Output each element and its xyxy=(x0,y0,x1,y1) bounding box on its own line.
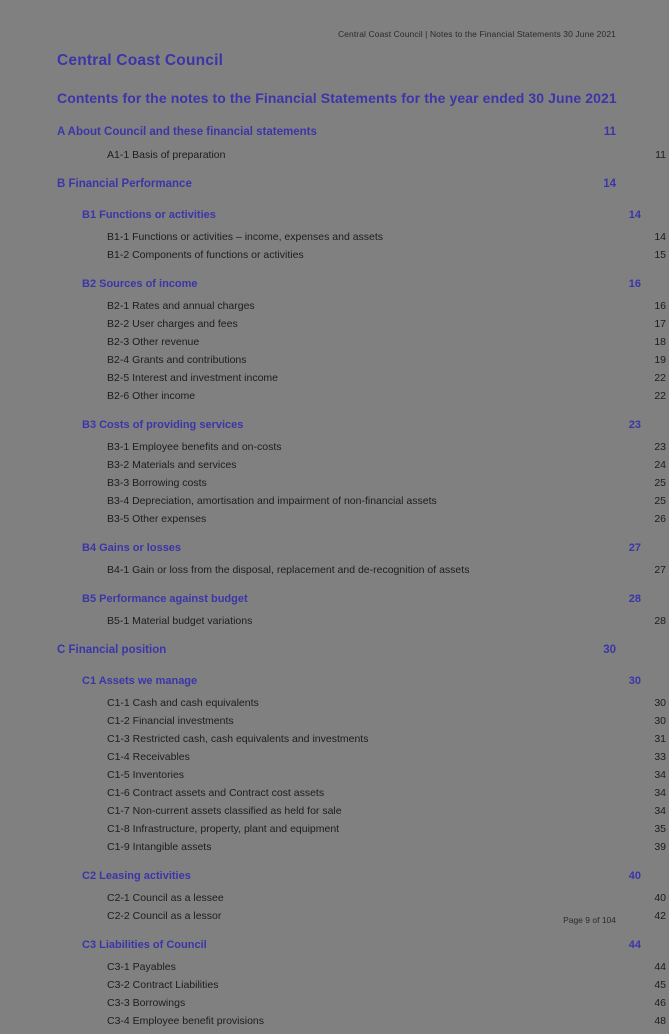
toc-entry-label: C1-8 Infrastructure, property, plant and equipment xyxy=(107,823,340,835)
toc-entry-page: 44 xyxy=(628,939,641,951)
toc-entry-label: C1-9 Intangible assets xyxy=(107,841,212,853)
toc-entry-page: 35 xyxy=(654,823,666,835)
toc-entry-label: B3 Costs of providing services xyxy=(82,419,244,431)
toc-entry-page: 25 xyxy=(654,495,666,507)
toc-entry-page: 48 xyxy=(654,1015,666,1027)
toc-entry[interactable] xyxy=(57,420,641,442)
toc-entry-label: B5-1 Material budget variations xyxy=(107,615,253,627)
toc-entry[interactable] xyxy=(57,232,666,250)
toc-entry-page: 28 xyxy=(628,593,641,605)
toc-entry[interactable] xyxy=(57,645,616,668)
toc-entry-label: C2-2 Council as a lessor xyxy=(107,910,222,922)
toc-entry[interactable] xyxy=(57,806,666,824)
toc-entry-label: C Financial position xyxy=(57,644,167,656)
toc-entry-label: B2-3 Other revenue xyxy=(107,336,200,348)
toc-entry[interactable] xyxy=(57,355,666,373)
toc-entry-label: B3-4 Depreciation, amortisation and impairment of non-financial assets xyxy=(107,495,437,507)
toc-entry-page: 30 xyxy=(654,697,666,709)
toc-entry-page: 11 xyxy=(655,149,666,161)
toc-entry-label: B1-2 Components of functions or activities xyxy=(107,249,304,261)
toc-entry-page: 30 xyxy=(654,715,666,727)
toc-entry-page: 34 xyxy=(654,787,666,799)
toc-entry-label: C1-6 Contract assets and Contract cost assets xyxy=(107,787,325,799)
toc-entry-label: B5 Performance against budget xyxy=(82,593,248,605)
toc-entry[interactable] xyxy=(57,1016,666,1034)
toc-entry[interactable] xyxy=(57,150,666,168)
toc-entry-label: A About Council and these financial statements xyxy=(57,126,317,138)
toc-entry-page: 14 xyxy=(654,231,666,243)
toc-entry-page: 46 xyxy=(654,997,666,1009)
toc-entry[interactable] xyxy=(57,496,666,514)
running-header: Central Coast Council | Notes to the Financial Statements 30 June 2021 xyxy=(337,29,616,39)
toc-entry[interactable] xyxy=(57,788,666,806)
toc-entry-label: C3-2 Contract Liabilities xyxy=(107,979,219,991)
toc-entry-label: C3-1 Payables xyxy=(107,961,176,973)
toc-entry[interactable] xyxy=(57,543,641,565)
toc-entry-label: C1-1 Cash and cash equivalents xyxy=(107,697,259,709)
toc-entry[interactable] xyxy=(57,698,666,716)
toc-entry[interactable] xyxy=(57,616,666,634)
toc-entry[interactable] xyxy=(57,594,641,616)
toc-entry-page: 40 xyxy=(628,870,641,882)
toc-entry-page: 42 xyxy=(654,910,666,922)
toc-entry-page: 39 xyxy=(654,841,666,853)
toc-entry[interactable] xyxy=(57,940,641,962)
toc-entry-page: 25 xyxy=(654,477,666,489)
toc-entry-page: 14 xyxy=(628,209,641,221)
toc-entry[interactable] xyxy=(57,460,666,478)
toc-entry-page: 17 xyxy=(654,318,666,330)
footer-page-number: Page 9 of 104 xyxy=(563,915,616,925)
toc-entry[interactable] xyxy=(57,478,666,496)
toc-entry-page: 23 xyxy=(654,441,666,453)
toc-entry-label: B2-1 Rates and annual charges xyxy=(107,300,255,312)
toc-entry-label: C1 Assets we manage xyxy=(82,675,198,687)
toc-entry[interactable] xyxy=(57,565,666,583)
toc-entry-label: B3-3 Borrowing costs xyxy=(107,477,207,489)
toc-entry-page: 34 xyxy=(654,769,666,781)
toc-entry[interactable] xyxy=(57,716,666,734)
toc-entry-label: C1-4 Receivables xyxy=(107,751,190,763)
toc-entry-page: 16 xyxy=(654,300,666,312)
toc-entry-page: 23 xyxy=(628,419,641,431)
toc-entry[interactable] xyxy=(57,279,641,301)
toc-entry-page: 40 xyxy=(654,892,666,904)
toc-entry-page: 30 xyxy=(628,675,641,687)
toc-entry-label: C1-7 Non-current assets classified as held for sale xyxy=(107,805,342,817)
toc-entry-label: A1-1 Basis of preparation xyxy=(107,149,226,161)
table-of-contents xyxy=(57,126,666,1034)
toc-entry-page: 22 xyxy=(654,390,666,402)
toc-entry-label: B2-6 Other income xyxy=(107,390,196,402)
toc-entry[interactable] xyxy=(57,824,666,842)
toc-entry[interactable] xyxy=(57,752,666,770)
toc-entry-page: 27 xyxy=(628,542,641,554)
toc-entry-label: B1 Functions or activities xyxy=(82,209,216,221)
toc-entry[interactable] xyxy=(57,373,666,391)
toc-entry-page: 34 xyxy=(654,805,666,817)
toc-entry[interactable] xyxy=(57,980,666,998)
toc-entry-label: B4 Gains or losses xyxy=(82,542,182,554)
toc-entry-page: 18 xyxy=(654,336,666,348)
toc-entry[interactable] xyxy=(57,770,666,788)
toc-entry[interactable] xyxy=(57,391,666,409)
toc-entry-label: B2-4 Grants and contributions xyxy=(107,354,247,366)
toc-entry-page: 14 xyxy=(603,178,616,190)
toc-entry-label: C3 Liabilities of Council xyxy=(82,939,207,951)
toc-entry-label: C2-1 Council as a lessee xyxy=(107,892,224,904)
toc-entry-page: 33 xyxy=(654,751,666,763)
toc-entry[interactable] xyxy=(57,442,666,460)
toc-entry-label: B2-5 Interest and investment income xyxy=(107,372,279,384)
toc-entry[interactable] xyxy=(57,893,666,911)
page-title: Contents for the notes to the Financial Statements for the year ended 30 June 2021 xyxy=(57,90,617,106)
toc-entry-label: C1-5 Inventories xyxy=(107,769,185,781)
toc-entry-page: 30 xyxy=(603,644,616,656)
toc-entry[interactable] xyxy=(57,337,666,355)
toc-entry[interactable] xyxy=(57,210,641,232)
toc-entry-label: B2 Sources of income xyxy=(82,278,198,290)
toc-entry-page: 28 xyxy=(654,615,666,627)
toc-entry-page: 15 xyxy=(654,249,666,261)
toc-entry-label: C2 Leasing activities xyxy=(82,870,191,882)
toc-entry-label: B3-2 Materials and services xyxy=(107,459,237,471)
toc-entry[interactable] xyxy=(57,998,666,1016)
toc-entry[interactable] xyxy=(57,962,666,980)
toc-entry-page: 11 xyxy=(603,126,616,138)
toc-entry[interactable] xyxy=(57,250,666,268)
toc-entry[interactable] xyxy=(57,676,641,698)
organisation-title: Central Coast Council xyxy=(57,52,224,69)
toc-entry-page: 27 xyxy=(654,564,666,576)
toc-entry-label: C3-3 Borrowings xyxy=(107,997,186,1009)
toc-entry[interactable] xyxy=(57,871,641,893)
toc-entry-label: C1-3 Restricted cash, cash equivalents and investments xyxy=(107,733,369,745)
toc-entry[interactable] xyxy=(57,734,666,752)
toc-entry-label: C1-2 Financial investments xyxy=(107,715,234,727)
toc-entry-page: 19 xyxy=(654,354,666,366)
toc-entry-page: 44 xyxy=(654,961,666,973)
toc-entry-label: B1-1 Functions or activities – income, expenses and assets xyxy=(107,231,384,243)
toc-entry[interactable] xyxy=(57,127,616,150)
toc-entry-page: 24 xyxy=(654,459,666,471)
toc-entry[interactable] xyxy=(57,179,616,202)
toc-entry-label: C3-4 Employee benefit provisions xyxy=(107,1015,264,1027)
toc-entry-label: B Financial Performance xyxy=(57,178,192,190)
toc-entry-page: 26 xyxy=(654,513,666,525)
toc-entry-label: B2-2 User charges and fees xyxy=(107,318,238,330)
toc-entry[interactable] xyxy=(57,842,666,860)
toc-entry[interactable] xyxy=(57,319,666,337)
toc-entry-page: 31 xyxy=(654,733,666,745)
toc-entry-page: 16 xyxy=(628,278,641,290)
toc-entry-label: B4-1 Gain or loss from the disposal, replacement and de-recognition of assets xyxy=(107,564,470,576)
toc-entry[interactable] xyxy=(57,301,666,319)
toc-entry-page: 22 xyxy=(654,372,666,384)
toc-entry-label: B3-5 Other expenses xyxy=(107,513,207,525)
toc-entry-label: B3-1 Employee benefits and on-costs xyxy=(107,441,282,453)
toc-entry[interactable] xyxy=(57,514,666,532)
toc-entry-page: 45 xyxy=(654,979,666,991)
